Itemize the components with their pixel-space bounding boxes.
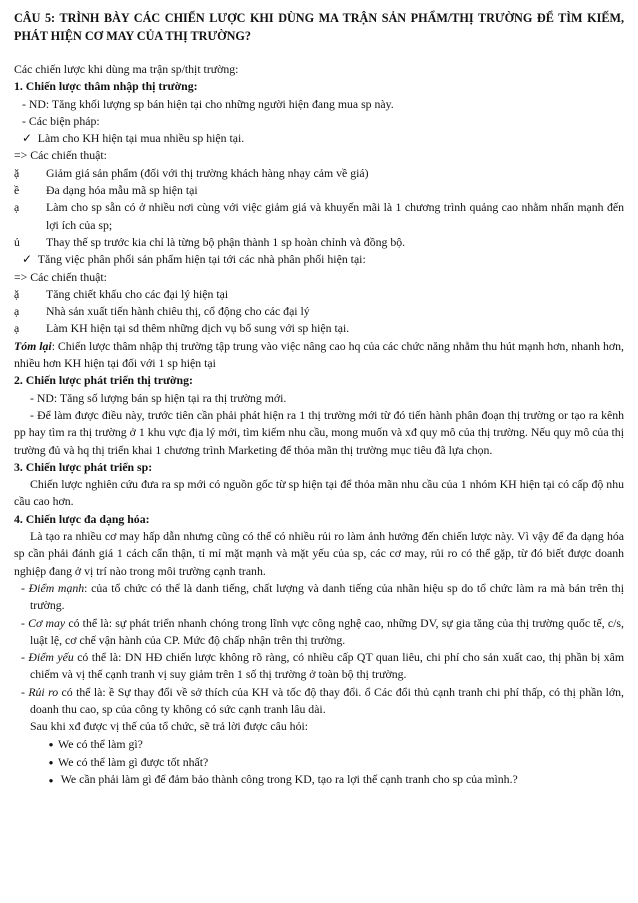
question-item [14,736,624,754]
summary-label: Tóm lại [14,338,52,353]
tactic-item [14,165,624,182]
section-2-content: - ND: Tăng số lượng bán sp hiện tại ra thị trường mới. [30,390,287,405]
section-4-paragraph: Là tạo ra nhiều cơ may hấp dẫn nhưng cũng có thể có nhiều rủi ro làm ảnh hưởng đến chiến lược này. Vì vậy để đa dạng hóa sp cần phải đánh giá 1 cách cẩn thận, tỉ mỉ mặt mạnh và mặt yếu của sp, các cơ may, rủi ro có thể gặp, từ đó biết được doanh nghiệp đang ở vị trí nào trong môi trường cạnh tranh. [14,529,624,578]
question-item [14,754,624,772]
bullet-glyph: ạ [14,200,20,215]
bullet-glyph: ề [14,183,20,198]
tactics-label-2: => Các chiến thuật: [14,269,107,284]
tactic-text: Làm KH hiện tại sd thêm những dịch vụ bổ sung với sp hiện tại. [46,321,350,336]
tactics-list-2 [14,286,624,338]
dot-bullet-icon: ● [48,776,54,786]
section-1-measures: - Các biện pháp: [22,113,100,128]
chance-paragraph: - Cơ may có thể là: sự phát triển nhanh chóng trong lĩnh vực công nghệ cao, những DV, sự gia tăng của thị trường quốc tế, c/s, luật lệ, cơ chế vận hành của CP. Mức độ chấp nhận trên thị trường. [21,615,624,647]
risk-paragraph: - Rủi ro có thể là: ề Sự thay đổi về sở thích của KH và tốc độ thay đổi. ổ Các đổi thủ cạnh tranh chi phí thấp, có thị phần lớn, doanh thu cao, sp của công ty không có sức cạnh tranh lâu dài. [21,684,624,716]
risk-text: có thể là: ề Sự thay đổi về sở thích của KH và tốc độ thay đổi. ổ Các đổi thủ cạnh tranh chi phí thấp, có thị phần lớn, doanh thu cao, sp của công ty không có sức cạnh tranh lâu dài. [30,684,624,716]
checkmark-icon: ✓ [22,131,32,146]
bullet-glyph: ặ [14,165,20,180]
checkmark-icon: ✓ [22,252,32,267]
section-2-title: 2. Chiến lược phát triển thị trường: [14,373,193,388]
section-1-title: 1. Chiến lược thâm nhập thị trường: [14,79,198,94]
section-3-title: 3. Chiến lược phát triển sp: [14,459,153,474]
document-body [14,10,624,789]
tactics-list-1 [14,165,624,251]
question-list [14,736,624,790]
chance-label: Cơ may [28,615,66,630]
strength-text: : của tổ chức có thể là danh tiếng, chất lượng và danh tiếng của nhãn hiệu sp do tổ chức làm ra mà bán trên thị trường. [30,580,624,613]
dot-bullet-icon: ● [48,740,54,750]
tactic-text: Nhà sản xuất tiến hành chiêu thị, cổ động cho các đại lý [46,304,310,319]
tactic-text: Tăng chiết khấu cho các đại lý hiện tại [46,286,229,301]
summary-paragraph [14,338,624,373]
tactic-text: Giảm giá sản phẩm (đối với thị trường khách hàng nhạy cảm về giá) [46,165,369,180]
tactic-item [14,199,624,234]
tactic-item [14,320,624,337]
section-3-paragraph: Chiến lược nghiên cứu đưa ra sp mới có nguồn gốc từ sp hiện tại để thỏa mãn nhu cầu của 1 nhóm KH hiện tại có cấp độ nhu cầu cao hơn. [14,477,624,509]
risk-label: Rủi ro [28,684,59,699]
check-item-1-text: Làm cho KH hiện tại mua nhiều sp hiện tại. [37,131,245,146]
bullet-glyph: ặ [14,286,20,301]
tactic-item [14,234,624,251]
bullet-glyph: ủ [14,234,20,249]
section-2-paragraph: - Để làm được điều này, trước tiên cần phải phát hiện ra 1 thị trường mới từ đó tiến hành phân đoạn thị trường or tạo ra kênh pp hay tìm ra thị trường ở 1 khu vực địa lý mới, tìm kiếm nhu cầu, mong muốn và xđ quy mô của thị trường. Nếu quy mô của thị trường đủ và hq thị triển khai 1 chương trình Marketing để thỏa mãn thị trường mục tiêu đã lựa chọn. [14,407,624,457]
question-text: We có thể làm gì? [58,736,143,751]
intro-text: Các chiến lược khi dùng ma trận sp/thịt trường: [14,62,239,76]
question-text: We cần phải làm gì để đảm bảo thành công trong KD, tạo ra lợi thế cạnh tranh cho sp của mình.? [58,772,518,787]
after-text: Sau khi xđ được vị thế của tổ chức, sẽ trả lời được câu hỏi: [30,719,309,734]
tactic-item [14,182,624,199]
tactic-item [14,303,624,320]
strength-paragraph: - Điểm mạnh: của tổ chức có thể là danh tiếng, chất lượng và danh tiếng của nhãn hiệu sp do tổ chức làm ra mà bán trên thị trường. [21,580,624,613]
dot-bullet-icon: ● [48,758,54,768]
check-item-1 [14,130,624,147]
check-item-2-text: Tăng việc phân phối sản phẩm hiện tại tới các nhà phân phối hiện tại: [37,252,366,267]
check-item-2 [14,251,624,268]
weakness-text: có thể là: DN HĐ chiến lược không rõ ràng, có nhiều cấp QT quan liêu, chi phí cho sản xuất cao, thị phần bị xâm chiếm và vị thế cạnh tranh vị suy giảm trên 1 số thị trường ở toàn bộ thị trường. [30,650,625,682]
summary-text: : Chiến lược thâm nhập thị trường tập trung vào việc nâng cao hq của các chức năng nhằm thu hút mạnh hơn, nhanh hơn, nhiều hơn KH hiện tại đối với 1 sp hiện tại [14,338,624,371]
tactic-text: Thay thế sp trước kia chỉ là từng bộ phận thành 1 sp hoàn chỉnh và đồng bộ. [46,234,406,249]
chance-text: có thể là: sự phát triển nhanh chóng trong lĩnh vực công nghệ cao, những DV, sự gia tăng của thị trường quốc tế, c/s, luật lệ, cơ chế vận hành của CP. Mức độ chấp nhận trên thị trường. [30,615,624,647]
tactic-text: Làm cho sp sẵn có ở nhiều nơi cùng với việc giảm giá và khuyến mãi là 1 chương trình quảng cao nhằm nhấn mạnh đến lợi ích của sp; [46,200,624,232]
tactics-label-1: => Các chiến thuật: [14,148,107,163]
bullet-glyph: ạ [14,321,20,336]
question-text: We có thể làm gì được tốt nhất? [58,754,209,769]
question-heading: CÂU 5: TRÌNH BÀY CÁC CHIẾN LƯỢC KHI DÙNG MA TRẬN SẢN PHẨM/THỊ TRƯỜNG ĐỂ TÌM KIẾM, PHÁT HIỆN CƠ MAY CỦA THỊ TRƯỜNG? [14,11,624,43]
weakness-label: Điểm yếu [28,650,74,665]
bullet-glyph: ạ [14,304,20,319]
weakness-paragraph: - Điểm yếu có thể là: DN HĐ chiến lược không rõ ràng, có nhiều cấp QT quan liêu, chi phí cho sản xuất cao, thị phần bị xâm chiếm và vị thế cạnh tranh vị suy giảm trên 1 số thị trường ở toàn bộ thị trường. [21,650,625,682]
strength-label: Điểm mạnh [28,580,85,595]
tactic-item [14,286,624,303]
section-4-title: 4. Chiến lược đa dạng hóa: [14,511,150,526]
section-1-content: - ND: Tăng khối lượng sp bán hiện tại cho những người hiện đang mua sp này. [22,96,394,111]
tactic-text: Đa dạng hóa mẫu mã sp hiện tại [46,183,198,198]
question-item [14,771,624,789]
